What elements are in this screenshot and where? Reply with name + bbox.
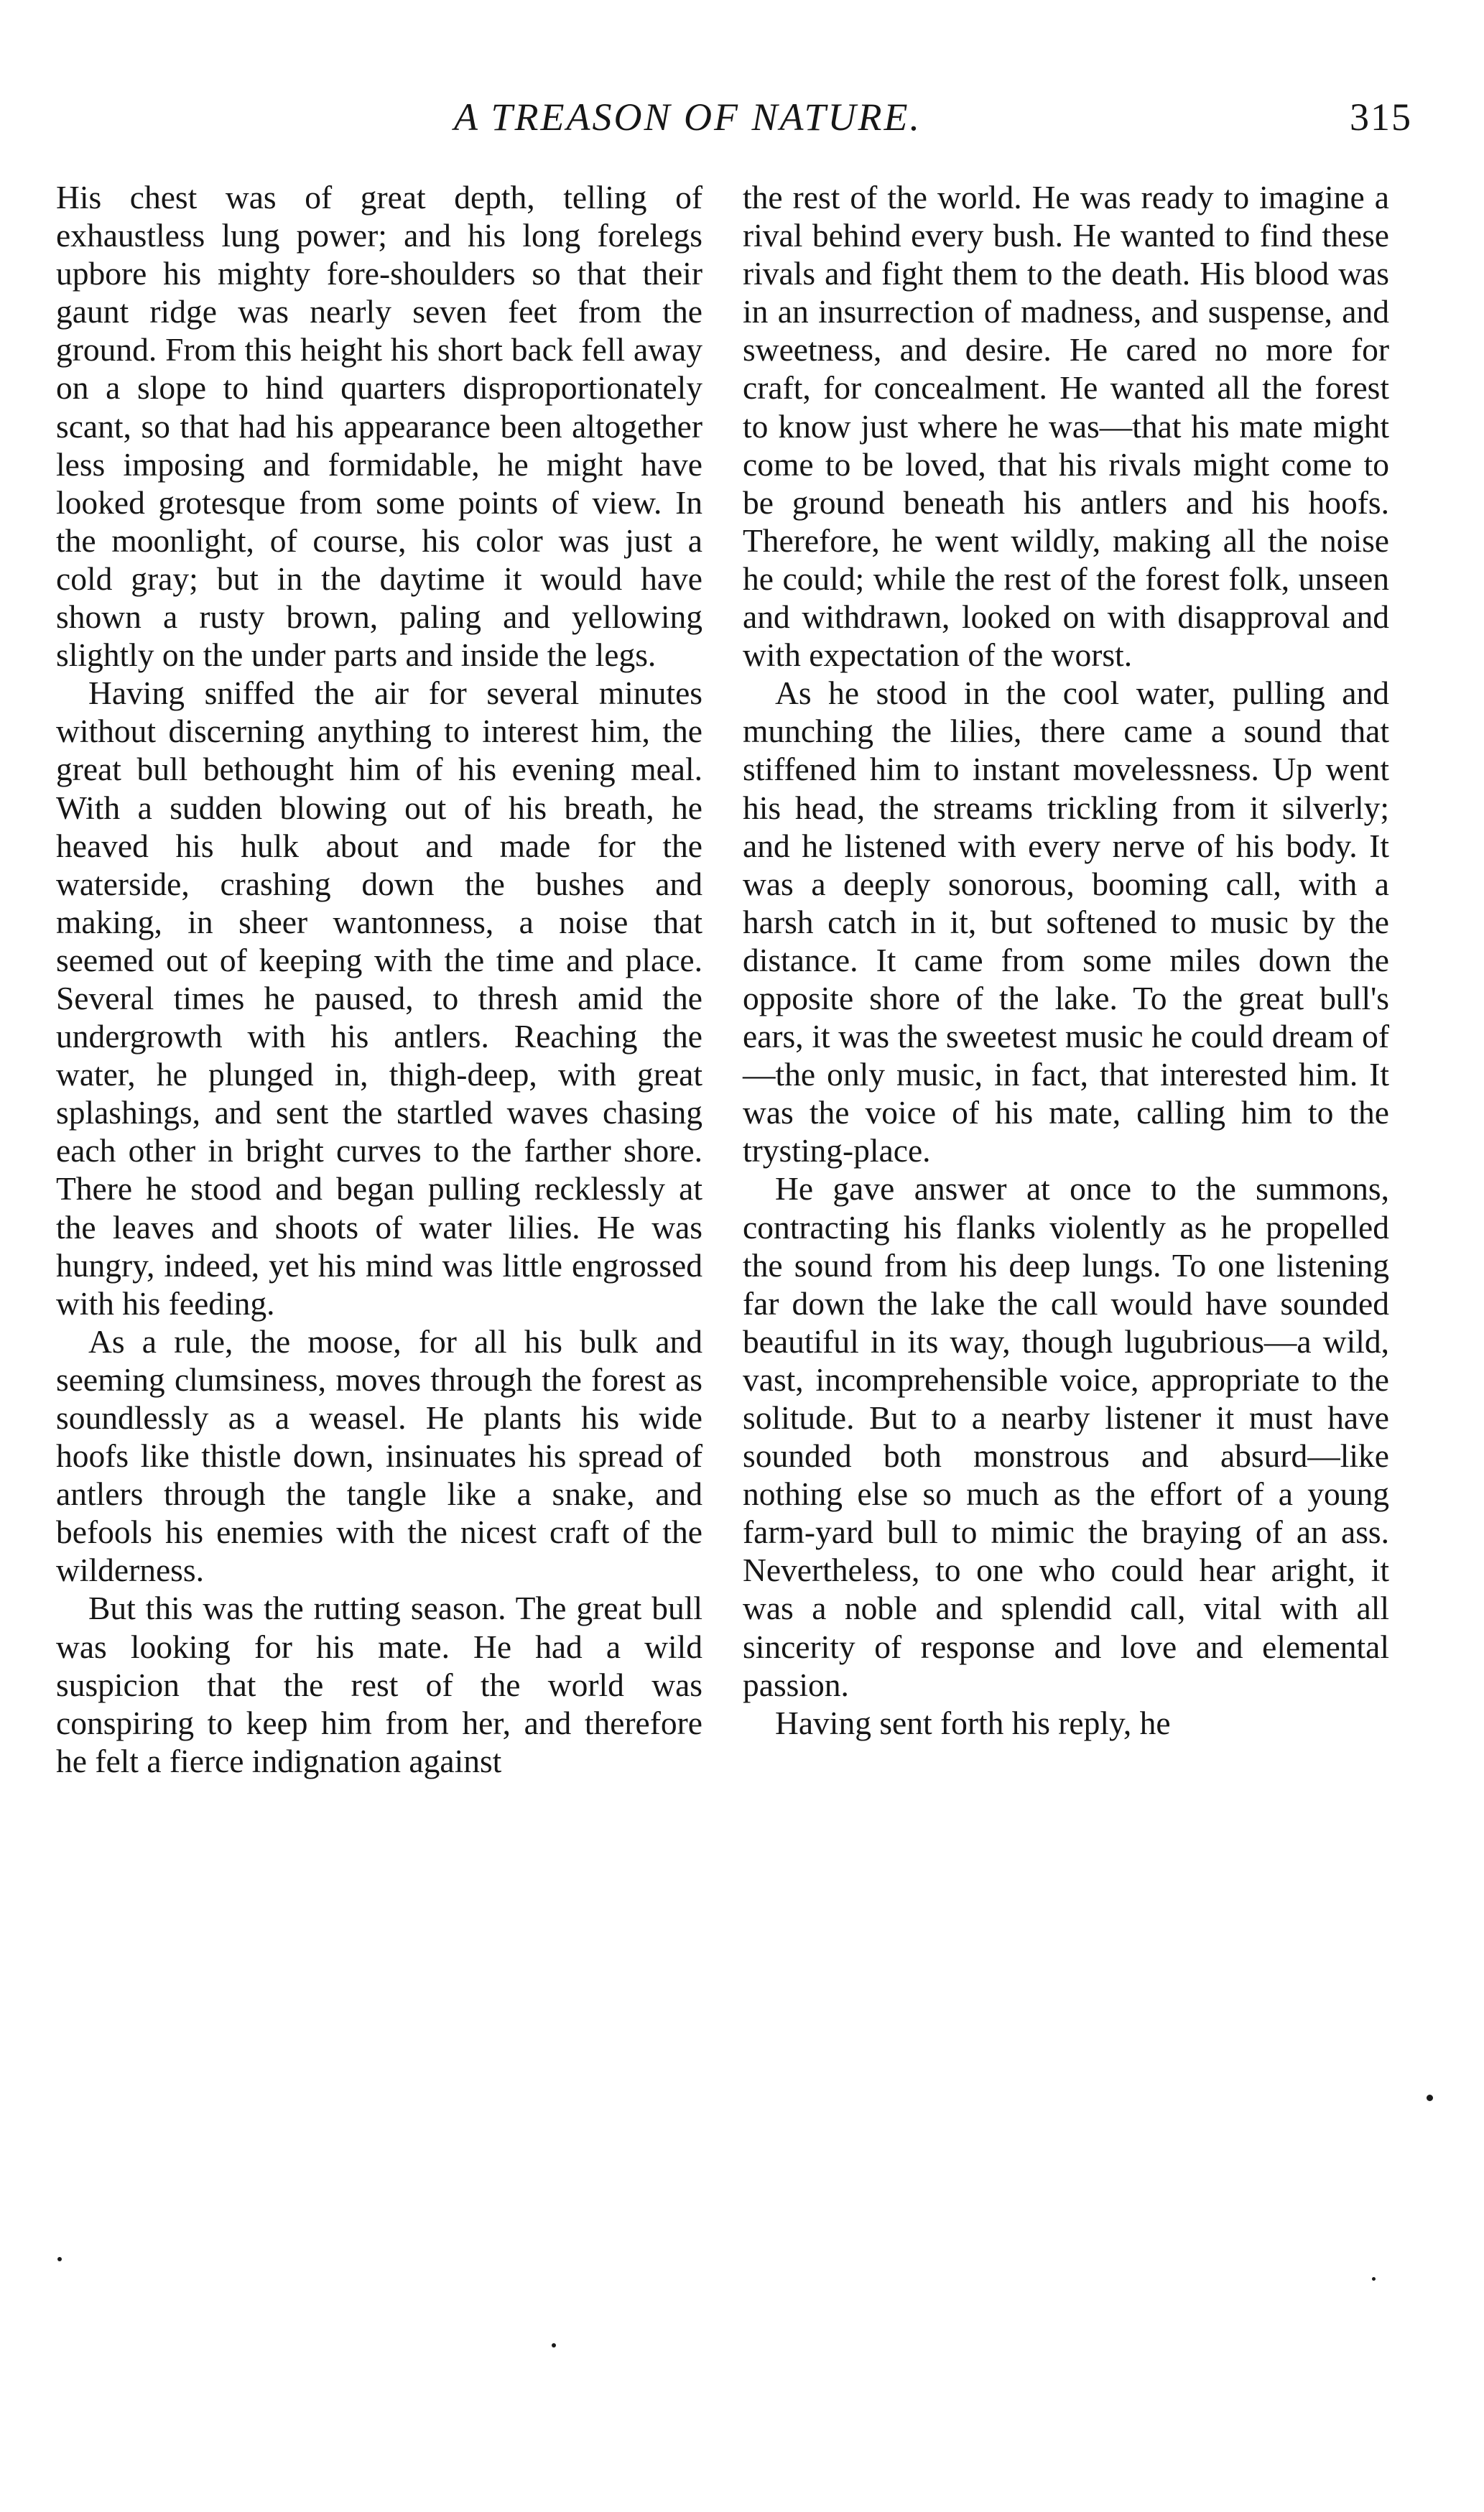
print-speck: [57, 2257, 62, 2261]
paragraph: He gave answer at once to the summons, contracting his flanks violently as he propelled the sound from his deep lungs. To one listening far down the lake the call would have sounded beautiful in its way, though lugubrious—a wild, vast, incomprehensible voice, appropriate to the solitude. But to a nearby listener it must have sounded both monstrous and absurd—like nothing else so much as the effort of a young farm-yard bull to mimic the braying of an ass. Nevertheless, to one who could hear aright, it was a noble and splendid call, vital with all sincerity of response and love and elemental passion.: [743, 1170, 1389, 1703]
paragraph: Having sent forth his reply, he: [775, 1704, 1171, 1741]
paragraph: His chest was of great depth, telling of exhaustless lung power; and his long forelegs upbore his mighty fore-shoulders so that their gaunt ridge was nearly seven feet from the ground. From this height his short back fell away on a slope to hind quarters disproportionately scant, so that had his appearance been altogether less imposing and formidable, he might have looked grotesque from some points of view. In the moonlight, of course, his color was just a cold gray; but in the daytime it would have shown a rusty brown, paling and yellowing slightly on the under parts and inside the legs.: [56, 179, 702, 674]
running-title: A TREASON OF NATURE.: [454, 96, 922, 139]
running-head: [52, 95, 1412, 145]
left-column: [56, 178, 702, 1780]
paragraph: Having sniffed the air for several minutes without discerning anything to interest him, the great bull bethought him of his evening meal. With a sudden blowing out of his breath, he heaved his hulk about and made for the waterside, crashing down the bushes and making, in sheer wantonness, a noise that seemed out of keeping with the time and place. Several times he paused, to thresh amid the undergrowth with his antlers. Reaching the water, he plunged in, thigh-deep, with great splashings, and sent the startled waves chasing each other in bright curves to the farther shore. There he stood and began pulling recklessly at the leaves and shoots of water lilies. He was hungry, indeed, yet his mind was little engrossed with his feeding.: [56, 675, 702, 1322]
paragraph: the rest of the world. He was ready to imagine a rival behind every bush. He wanted to find these rivals and fight them to the death. His blood was in an insurrection of madness, and suspense, and sweetness, and desire. He cared no more for craft, for concealment. He wanted all the forest to know just where he was—that his mate might come to be loved, that his rivals might come to be ground beneath his antlers and his hoofs. Therefore, he went wildly, making all the noise he could; while the rest of the forest folk, unseen and withdrawn, looked on with disapproval and with expectation of the worst.: [743, 179, 1389, 674]
page-number: 315: [1350, 96, 1412, 139]
paragraph: But this was the rutting season. The great bull was looking for his mate. He had a wild suspicion that the rest of the world was conspiring to keep him from her, and therefore he felt a fierce indignation against: [56, 1590, 702, 1779]
print-speck: [552, 2343, 556, 2348]
print-speck: [1372, 2277, 1376, 2281]
right-column: [743, 178, 1389, 1742]
paragraph: As he stood in the cool water, pulling and munching the lilies, there came a sound that stiffened him to instant movelessness. Up went his head, the streams trickling from it silverly; and he listened with every nerve of his body. It was a deeply sonorous, booming call, with a harsh catch in it, but softened to music by the distance. It came from some miles down the opposite shore of the lake. To the great bull's ears, it was the sweetest music he could dream of—the only music, in fact, that interested him. It was the voice of his mate, calling him to the trysting-place.: [743, 675, 1389, 1169]
paragraph: As a rule, the moose, for all his bulk and seeming clumsiness, moves through the forest as soundlessly as a weasel. He plants his wide hoofs like thistle down, insinuates his spread of antlers through the tangle like a snake, and befools his enemies with the nicest craft of the wilderness.: [56, 1322, 702, 1589]
print-speck: [1427, 2095, 1433, 2101]
